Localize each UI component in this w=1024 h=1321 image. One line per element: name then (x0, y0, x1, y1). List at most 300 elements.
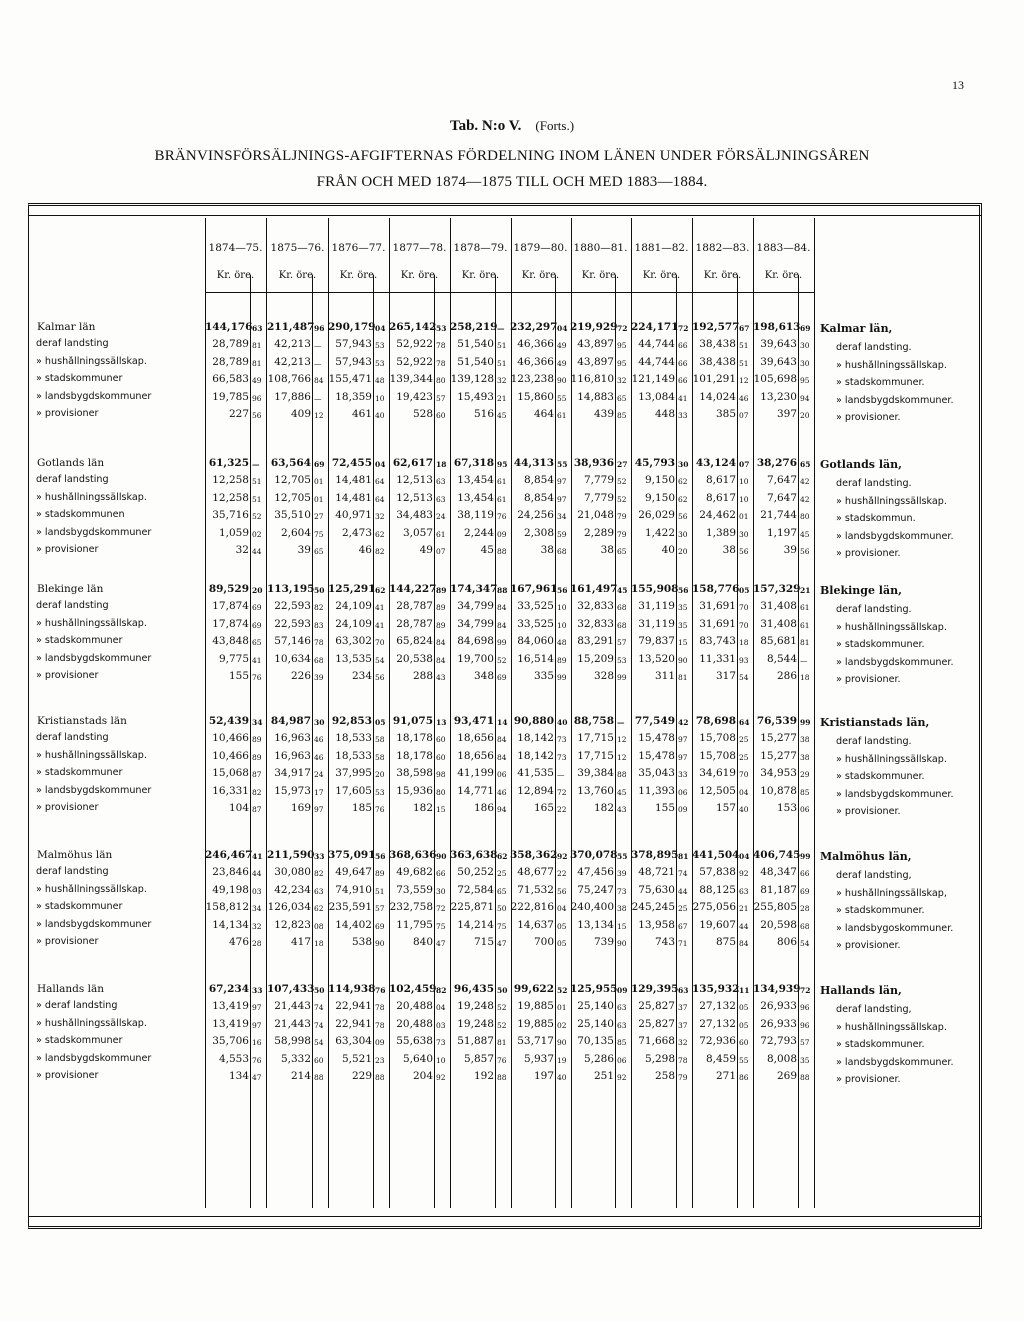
kronor-cell: 107,433 (267, 983, 315, 995)
kronor-cell: 13,230 (760, 390, 797, 403)
kronor-cell: 13,419 (212, 1000, 249, 1013)
ore-cell: 06 (497, 770, 507, 780)
kronor-cell: 14,214 (457, 918, 494, 931)
ore-cell: 32 (617, 376, 627, 386)
kronor-cell: 114,938 (328, 983, 376, 995)
kronor-cell: 10,466 (212, 732, 249, 745)
kronor-cell: 14,481 (335, 474, 372, 487)
kronor-cell: 13,084 (638, 390, 675, 403)
ore-cell: 20 (252, 586, 263, 595)
kronor-cell: 5,298 (644, 1052, 675, 1065)
kronor-cell: 15,209 (577, 652, 614, 665)
year-column-header: 1875—76. (270, 242, 325, 254)
ore-cell: 66 (678, 341, 688, 351)
ore-cell: 60 (739, 1038, 749, 1048)
ore-cell: 97 (252, 1020, 262, 1030)
ore-cell: 84 (739, 939, 749, 948)
ore-cell: 55 (739, 1055, 749, 1065)
ore-cell: 41 (375, 603, 385, 613)
ore-cell: 35 (678, 620, 688, 630)
kronor-cell: 7,779 (583, 474, 614, 487)
row-label-right: deraf landsting. (836, 342, 912, 354)
ore-cell: 97 (678, 735, 688, 745)
row-label-right: » hushållningssällskap. (836, 359, 947, 371)
ore-cell: 07 (739, 411, 749, 420)
ore-cell: 04 (739, 787, 749, 797)
kronor-cell: 89,529 (208, 583, 249, 595)
ore-cell: 84 (497, 603, 507, 613)
unit-header: Kr. öre. (216, 270, 255, 281)
kronor-cell: 43,897 (577, 338, 614, 351)
row-label-right: » stadskommuner. (836, 377, 925, 389)
row-label: » hushållningssällskap. (36, 749, 147, 761)
ore-cell: 21 (739, 904, 749, 914)
kronor-cell: 39,384 (577, 767, 614, 780)
row-label: » stadskommuner (36, 767, 123, 779)
ore-cell: 33 (678, 770, 688, 780)
kronor-cell: 226 (290, 670, 311, 682)
ore-cell: 69 (252, 620, 262, 630)
row-label: deraf landsting (36, 474, 109, 486)
row-label-right: » landsbygdskommuner. (836, 656, 954, 668)
kronor-cell: 363,638 (450, 849, 498, 861)
ore-cell: 70 (739, 770, 749, 780)
ore-cell: — (314, 358, 322, 368)
row-label: » stadskommuner (36, 373, 123, 385)
ore-cell: 12 (617, 735, 627, 745)
ore-cell: 59 (557, 529, 567, 539)
ore-cell: 65 (617, 547, 627, 556)
ore-cell: 62 (375, 529, 385, 539)
kronor-cell: 116,810 (570, 373, 614, 386)
ore-cell: 70 (739, 603, 749, 613)
kronor-cell: 8,459 (705, 1052, 736, 1065)
kronor-cell: 840 (412, 936, 433, 948)
ore-cell: 01 (739, 512, 749, 522)
ore-cell: 53 (375, 341, 385, 351)
kronor-cell: 52,439 (208, 715, 249, 727)
county-name-right: Gotlands län, (820, 458, 902, 471)
kronor-cell: 192,577 (692, 321, 740, 333)
county-name: Kalmar län (37, 321, 96, 333)
unit-header: Kr. öre. (764, 270, 803, 281)
ore-cell: 16 (252, 1038, 262, 1048)
ore-cell: 97 (252, 1003, 262, 1013)
ore-cell: 74 (678, 869, 688, 879)
ore-cell: 32 (375, 512, 385, 522)
kronor-cell: 102,459 (389, 983, 437, 995)
kronor-cell: 25,827 (638, 1000, 675, 1013)
kronor-cell: 161,497 (570, 583, 618, 595)
kronor-cell: 12,705 (274, 491, 311, 504)
kronor-cell: 18,533 (335, 749, 372, 762)
kronor-cell: 18,533 (335, 732, 372, 745)
county-name: Kristianstads län (37, 715, 127, 727)
ore-cell: 24 (436, 512, 446, 522)
ore-cell: 02 (252, 529, 262, 539)
row-label: » provisioner (36, 408, 99, 419)
kronor-cell: 806 (776, 936, 797, 948)
kronor-cell: 44,313 (513, 457, 554, 469)
ore-cell: 61 (497, 494, 507, 504)
kronor-cell: 2,289 (583, 526, 614, 539)
ore-cell: — (314, 393, 322, 403)
county-name-right: Hallands län, (820, 984, 902, 997)
kronor-cell: 105,698 (753, 373, 797, 386)
ore-cell: 15 (436, 805, 446, 814)
year-column-header: 1876—77. (331, 242, 386, 254)
ore-cell: 10 (436, 1055, 446, 1065)
ore-cell: 12 (314, 411, 324, 420)
ore-column-rule (312, 275, 313, 1208)
kronor-cell: 10,466 (212, 749, 249, 762)
ore-cell: 65 (497, 886, 507, 896)
kronor-cell: 57,146 (274, 635, 311, 648)
unit-header: Kr. öre. (521, 270, 560, 281)
kronor-cell: 66,583 (212, 373, 249, 386)
kronor-cell: 186 (473, 802, 494, 814)
ore-cell: 63 (436, 494, 446, 504)
kronor-cell: 135,932 (692, 983, 740, 995)
ore-cell: 33 (314, 852, 325, 861)
kronor-cell: 14,771 (457, 784, 494, 797)
ore-cell: 47 (436, 939, 446, 948)
kronor-cell: 32,833 (577, 600, 614, 613)
kronor-cell: 182 (593, 802, 614, 814)
ore-cell: 45 (617, 586, 628, 595)
kronor-cell: 46,366 (517, 338, 554, 351)
kronor-cell: 204 (412, 1070, 433, 1082)
ore-cell: 78 (436, 358, 446, 368)
ore-cell: 69 (800, 324, 811, 333)
table-title (0, 117, 1024, 135)
ore-cell: 81 (678, 673, 688, 682)
kronor-cell: 18,656 (457, 749, 494, 762)
ore-cell: 04 (557, 324, 568, 333)
ore-cell: 80 (436, 787, 446, 797)
kronor-cell: 26,933 (760, 1017, 797, 1030)
ore-cell: 95 (617, 358, 627, 368)
kronor-cell: 38,119 (457, 509, 494, 522)
kronor-cell: 528 (412, 408, 433, 420)
ore-column-rule (798, 275, 799, 1208)
kronor-cell: 46 (358, 544, 372, 556)
kronor-cell: 1,059 (218, 526, 249, 539)
kronor-cell: 198,613 (753, 321, 801, 333)
year-column-rule (814, 218, 815, 1208)
ore-cell: 58 (375, 735, 385, 745)
kronor-cell: 37,995 (335, 767, 372, 780)
kronor-cell: 49,198 (212, 883, 249, 896)
ore-cell: 56 (739, 547, 749, 556)
county-name-right: Kristianstads län, (820, 716, 930, 729)
ore-cell: 22 (557, 805, 567, 814)
kronor-cell: 8,617 (705, 491, 736, 504)
ore-cell: — (617, 718, 625, 727)
ore-cell: 97 (678, 752, 688, 762)
kronor-cell: 158,776 (692, 583, 740, 595)
ore-cell: 50 (314, 586, 325, 595)
ore-cell: 10 (557, 603, 567, 613)
kronor-cell: 265,142 (389, 321, 437, 333)
ore-cell: 69 (375, 921, 385, 931)
ore-cell: 43 (617, 805, 627, 814)
ore-cell: 74 (314, 1003, 324, 1013)
ore-cell: 69 (314, 460, 325, 469)
kronor-cell: 40 (661, 544, 675, 556)
kronor-cell: 17,874 (212, 617, 249, 630)
kronor-cell: 167,961 (510, 583, 558, 595)
ore-cell: 38 (617, 904, 627, 914)
kronor-cell: 538 (351, 936, 372, 948)
kronor-cell: 461 (351, 408, 372, 420)
kronor-cell: 31,691 (699, 617, 736, 630)
ore-cell: 52 (557, 986, 568, 995)
ore-cell: 61 (800, 603, 810, 613)
kronor-cell: 153 (776, 802, 797, 814)
kronor-cell: 139,344 (389, 373, 433, 386)
kronor-cell: 16,963 (274, 732, 311, 745)
ore-cell: 79 (678, 1073, 688, 1082)
kronor-cell: 245,245 (631, 901, 675, 914)
ore-cell: 87 (252, 770, 262, 780)
kronor-cell: 290,179 (328, 321, 376, 333)
kronor-cell: 348 (473, 670, 494, 682)
kronor-cell: 85,681 (760, 635, 797, 648)
kronor-cell: 5,937 (523, 1052, 554, 1065)
kronor-cell: 31,119 (638, 617, 675, 630)
ore-cell: 18 (800, 673, 810, 682)
kronor-cell: 219,929 (570, 321, 618, 333)
kronor-cell: 271 (715, 1070, 736, 1082)
ore-cell: 54 (739, 673, 749, 682)
ore-cell: 20 (678, 547, 688, 556)
ore-cell: 39 (617, 869, 627, 879)
kronor-cell: 397 (776, 408, 797, 420)
ore-cell: 37 (678, 1003, 688, 1013)
kronor-cell: 269 (776, 1070, 797, 1082)
kronor-cell: 52,922 (396, 338, 433, 351)
kronor-cell: 158,812 (205, 901, 249, 914)
ore-cell: 88 (617, 770, 627, 780)
kronor-cell: 185 (351, 802, 372, 814)
kronor-cell: 9,775 (218, 652, 249, 665)
ore-cell: 90 (557, 1038, 567, 1048)
kronor-cell: 385 (715, 408, 736, 420)
unit-header: Kr. öre. (642, 270, 681, 281)
kronor-cell: 67,234 (208, 983, 249, 995)
ore-cell: 56 (557, 586, 568, 595)
ore-cell: 99 (617, 673, 627, 682)
ore-cell: 57 (375, 904, 385, 914)
kronor-cell: 96,435 (453, 983, 494, 995)
kronor-cell: 18,142 (517, 732, 554, 745)
county-name-right: Kalmar län, (820, 322, 893, 335)
ore-cell: 67 (739, 324, 750, 333)
ore-cell: 34 (252, 904, 262, 914)
kronor-cell: 406,745 (753, 849, 801, 861)
ore-cell: 15 (617, 921, 627, 931)
ore-cell: 75 (436, 921, 446, 931)
ore-cell: 19 (557, 1055, 567, 1065)
kronor-cell: 57,838 (699, 866, 736, 879)
kronor-cell: 42,213 (274, 355, 311, 368)
kronor-cell: 19,885 (517, 1000, 554, 1013)
kronor-cell: 2,473 (341, 526, 372, 539)
kronor-cell: 24,256 (517, 509, 554, 522)
kronor-cell: 12,258 (212, 474, 249, 487)
year-column-header: 1881—82. (634, 242, 689, 254)
ore-cell: 78 (375, 1020, 385, 1030)
ore-cell: 51 (739, 341, 749, 351)
ore-cell: 25 (739, 752, 749, 762)
ore-cell: 40 (375, 411, 385, 420)
ore-cell: 66 (678, 358, 688, 368)
ore-cell: 94 (497, 805, 507, 814)
kronor-cell: 192 (473, 1070, 494, 1082)
kronor-cell: 11,795 (396, 918, 433, 931)
kronor-cell: 38,438 (699, 355, 736, 368)
kronor-cell: 129,395 (631, 983, 679, 995)
ore-cell: 44 (252, 547, 262, 556)
unit-header: Kr. öre. (703, 270, 742, 281)
ore-cell: 44 (252, 869, 262, 879)
ore-cell: 12 (617, 752, 627, 762)
ore-cell: 04 (436, 1003, 446, 1013)
unit-header: Kr. öre. (461, 270, 500, 281)
ore-cell: 88 (497, 547, 507, 556)
ore-cell: 61 (497, 477, 507, 487)
ore-cell: 88 (497, 586, 508, 595)
ore-cell: 60 (436, 735, 446, 745)
kronor-cell: 25,140 (577, 1017, 614, 1030)
ore-cell: 84 (497, 735, 507, 745)
kronor-cell: 39,643 (760, 355, 797, 368)
county-name: Blekinge län (37, 583, 104, 595)
kronor-cell: 17,715 (577, 732, 614, 745)
ore-column-rule (615, 275, 616, 1208)
kronor-cell: 288 (412, 670, 433, 682)
kronor-cell: 375,091 (328, 849, 376, 861)
ore-cell: 40 (557, 1073, 567, 1082)
kronor-cell: 49,682 (396, 866, 433, 879)
ore-cell: 09 (678, 805, 688, 814)
kronor-cell: 33,525 (517, 600, 554, 613)
ore-cell: 96 (800, 1003, 810, 1013)
ore-cell: 70 (739, 620, 749, 630)
ore-cell: 17 (314, 787, 324, 797)
ore-cell: 87 (252, 805, 262, 814)
year-column-header: 1882—83. (695, 242, 750, 254)
ore-cell: 44 (678, 886, 688, 896)
kronor-cell: 84,987 (270, 715, 311, 727)
kronor-cell: 72,936 (699, 1035, 736, 1048)
ore-cell: 05 (739, 1003, 749, 1013)
kronor-cell: 258 (654, 1070, 675, 1082)
kronor-cell: 229 (351, 1070, 372, 1082)
row-label: deraf landsting (36, 338, 109, 350)
kronor-cell: 13,535 (335, 652, 372, 665)
kronor-cell: 21,443 (274, 1017, 311, 1030)
ore-cell: 07 (739, 460, 750, 469)
kronor-cell: 448 (654, 408, 675, 420)
unit-header: Kr. öre. (581, 270, 620, 281)
kronor-cell: 4,553 (218, 1052, 249, 1065)
kronor-cell: 121,149 (631, 373, 675, 386)
row-label: » provisioner (36, 670, 99, 681)
ore-cell: 75 (497, 921, 507, 931)
ore-cell: 72 (617, 324, 628, 333)
kronor-cell: 139,128 (450, 373, 494, 386)
ore-cell: 72 (800, 986, 811, 995)
kronor-cell: 15,973 (274, 784, 311, 797)
ore-cell: 72 (678, 324, 689, 333)
kronor-cell: 88,758 (573, 715, 614, 727)
kronor-cell: 19,785 (212, 390, 249, 403)
ore-cell: 10 (557, 620, 567, 630)
kronor-cell: 20,488 (396, 1017, 433, 1030)
ore-cell: 04 (557, 904, 567, 914)
kronor-cell: 41,199 (457, 767, 494, 780)
ore-cell: 62 (678, 477, 688, 487)
ore-cell: 62 (375, 586, 386, 595)
ore-cell: 30 (800, 358, 810, 368)
kronor-cell: 15,478 (638, 749, 675, 762)
kronor-cell: 38,598 (396, 767, 433, 780)
kronor-cell: 14,024 (699, 390, 736, 403)
kronor-cell: 16,331 (212, 784, 249, 797)
ore-cell: 72 (436, 904, 446, 914)
ore-cell: 21 (497, 393, 507, 403)
kronor-cell: 20,488 (396, 1000, 433, 1013)
ore-cell: 90 (678, 655, 688, 665)
row-label-right: » provisioner. (836, 674, 901, 685)
kronor-cell: 34,917 (274, 767, 311, 780)
ore-cell: 73 (617, 886, 627, 896)
kronor-cell: 15,708 (699, 749, 736, 762)
kronor-cell: 8,854 (523, 491, 554, 504)
ore-cell: 89 (557, 655, 567, 665)
kronor-cell: 72,793 (760, 1035, 797, 1048)
ore-cell: 52 (617, 477, 627, 487)
kronor-cell: 12,894 (517, 784, 554, 797)
ore-cell: 76 (252, 673, 262, 682)
kronor-cell: 13,520 (638, 652, 675, 665)
kronor-cell: 18,142 (517, 749, 554, 762)
kronor-cell: 67,318 (453, 457, 494, 469)
ore-cell: 88 (314, 1073, 324, 1082)
kronor-cell: 32 (235, 544, 249, 556)
kronor-cell: 2,244 (463, 526, 494, 539)
kronor-cell: 358,362 (510, 849, 558, 861)
ore-cell: 68 (800, 921, 810, 931)
row-label: deraf landsting (36, 732, 109, 744)
ore-cell: 70 (375, 638, 385, 648)
ore-cell: 84 (436, 638, 446, 648)
row-label: » stadskommuner (36, 635, 123, 647)
kronor-cell: 38,936 (573, 457, 614, 469)
kronor-cell: 71,532 (517, 883, 554, 896)
ore-cell: 82 (252, 787, 262, 797)
kronor-cell: 328 (593, 670, 614, 682)
ore-cell: 84 (314, 376, 324, 386)
ore-cell: 92 (436, 1073, 446, 1082)
ore-column-rule (737, 275, 738, 1208)
ore-cell: 42 (800, 494, 810, 504)
kronor-cell: 28,787 (396, 617, 433, 630)
kronor-cell: 24,109 (335, 600, 372, 613)
kronor-cell: 370,078 (570, 849, 618, 861)
